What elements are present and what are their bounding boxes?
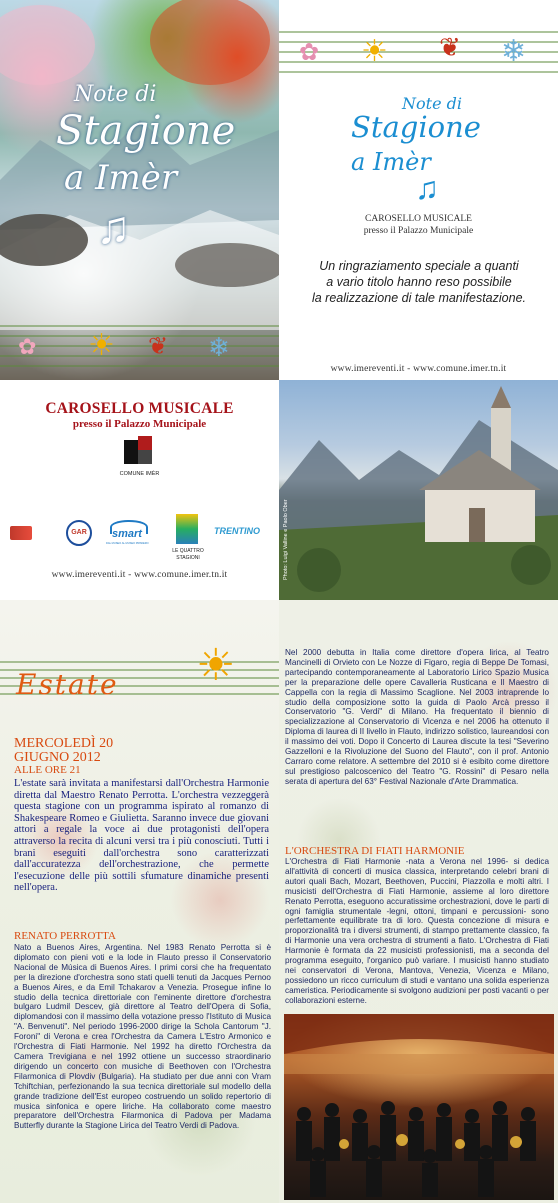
sponsor-logo-trentino: TRENTINO [214, 526, 260, 536]
back-cover-panel [279, 0, 558, 380]
sponsor-logo-quattro-stagioni [168, 514, 208, 560]
comune-crest [124, 436, 154, 466]
music-staff [0, 318, 279, 378]
sponsor-logo-red [10, 526, 32, 540]
thanks-message [289, 258, 549, 306]
perrotta-bio: Nato a Buenos Aires, Argentina. Nel 1983 Renato Perrotta si è diplomato con pieni voti e la lode in Flauto presso il Conservatorio Nacional de Música di Buenos Aires. I primi corsi che ha frequentato per la direzione d'orchestra sono stati quelli tenuti da Jacques Pernoo a Buenos Aires, e da Emil Tchakarov a Venezia. Prosegue infine lo studio della tecnica direttoriale con l'eminente direttore d'orchestra bulgaro Ludmil Descev, già direttore al Teatro dell'Opera di Sofia, diplomandosi con il massimo della votazione presso l'Istituto di Musica "A. Benvenuti". Nel periodo 1996-2000 dirige la Schola Cantorum "J. Foroni" di Verona e crea l'Orchestra da Camera L'Estro Armonico e l'Orchestra di Fiati Harmonie. Nel 1992 ha diretto l'Orchestra da Camera Trevigiana e nel 1992 ottiene un successo straordinario dirigendo un concerto con musiche di Beethoven con l'Orchestra Filarmonica di Plovdiv (Bulgaria). Ha studiato per due anni con Vram Tchiftchian, perfezionando la sua tecnica direttoriale sul modello della grande tradizione dell'Est europeo costruendo un solido repertorio di musica sinfonica e opere liriche. Ha collaborato come maestro preparatore dell'Orchestra Filarmonica di Padova per Madama Butterfly durante la Stagione Lirica del Teatro Verdi di Padova. [14, 943, 271, 1131]
thanks-line: la realizzazione di tale manifestazione. [311, 291, 526, 305]
date-line2: GIUGNO 2012 [14, 750, 101, 765]
church-photo [279, 380, 558, 600]
autumn-leaf-icon: ❦ [439, 32, 461, 62]
event-intro: L'estate sarà invitata a manifestarsi dall'Orchestra Harmonie diretta dal Maestro Renato Perrotta. L'orchestra vezzeggerà questa stagione con un programma ispirato al romanzo di Shakespeare Romeo e Giulietta. Saranno invece due giovani attori a regale la voce ai due protagonisti dell'opera attraverso la recita di alcuni versi tra i più conosciuti. Tutti i brani eseguiti dall'orchestra sono caratterizzati dall'accuratezza dell'orchestrazione, che permette l'esecuzione delle più sottili sfumature dinamiche presenti nell'opera. [14, 778, 269, 894]
inner-left-panel [0, 600, 279, 1203]
quattro-line1: LE QUATTRO [172, 548, 204, 554]
cover-panel [0, 0, 279, 380]
orchestra-heading: L'ORCHESTRA DI FIATI HARMONIE [285, 845, 465, 857]
carosello-title: CAROSELLO MUSICALE [45, 400, 234, 417]
sponsor-logo-gar: GAR [66, 520, 92, 546]
orchestra-description: L'Orchestra di Fiati Harmonie -nata a Verona nel 1996- si dedica all'attività di concerti di musica classica, interpretando celebri brani di autori quali Bach, Mozart, Beethoven, Puccini, Piazzolla e molti altri. I musicisti dell'Orchestra di Fiati Harmonie, assieme al loro direttore Renato Perrotta, eseguono accuratissime orchestrazioni, dove le parti di ogni famiglia strumentale -legni, ottoni, timpani e percussioni- sono perfettamente equilibrate tra di loro. Questa concezione di misura e proporzionalità tra i diversi strumenti, di stampo prettamente classico, fa di Harmonie una vera orchestra di strumenti a fiato. L'Orchestra di Fiati Harmonie è formata da 22 musicisti professionisti, ma a seconda del programma eseguito, l'organico può variare. I musicisti hanno studiato nei conservatori di Verona, Mantova, Venezia, Vicenza e Milano, possiedono un ricco curriculum di studi e vantano una solida esperienza cameristica. Periodicamente si svolgono audizioni per posti vacanti o per collaborazioni esterne. [285, 857, 549, 1005]
palazzo-subtitle: presso il Palazzo Municipale [72, 418, 207, 430]
date-line3: ALLE ORE 21 [14, 764, 81, 776]
date-line1: MERCOLEDÌ 20 [14, 736, 114, 751]
sun-icon: ☀ [88, 329, 115, 362]
orchestra-photo [284, 1014, 554, 1200]
snowflake-icon: ❄ [501, 35, 527, 68]
back-url: www.imereventi.it - www.comune.imer.tn.it [330, 364, 507, 374]
cover-title-line1: Note di [74, 82, 157, 107]
season-title: Estate [16, 668, 119, 701]
back-title-line2: Stagione [351, 110, 481, 144]
back-subtitle-line1: CAROSELLO MUSICALE [365, 214, 472, 224]
orchestra-scene [284, 1014, 554, 1200]
photo-credit: Photo: Luigi Valline e Paolo Ober [283, 499, 289, 580]
autumn-leaf-icon: ❦ [148, 333, 169, 360]
church-landscape [279, 380, 558, 600]
sponsor-logo-smart [106, 518, 150, 548]
smart-label: smart [112, 528, 142, 540]
sun-icon: ☀ [196, 641, 236, 690]
cover-title-line3: a Imèr [64, 158, 178, 198]
snowflake-icon: ❄ [208, 332, 230, 362]
credits-panel [0, 380, 279, 600]
thanks-line: Un ringraziamento speciale a quanti [319, 259, 519, 273]
perrotta-heading: RENATO PERROTTA [14, 930, 116, 942]
back-title-line3: a Imèr [351, 148, 431, 176]
cover-title-line2: Stagione [56, 108, 236, 154]
back-title-line1: Note di [402, 94, 462, 113]
smart-sublabel: DAL MUSEO AL MUSEO PRIMIERO [106, 542, 149, 545]
thanks-line: a vario titolo hanno reso possibile [326, 275, 512, 289]
music-note-icon: ♫ [96, 201, 131, 253]
flower-icon: ✿ [18, 334, 37, 359]
back-subtitle-line2: presso il Palazzo Municipale [363, 226, 474, 236]
credits-url: www.imereventi.it - www.comune.imer.tn.it [51, 570, 228, 580]
sun-icon: ☀ [361, 35, 388, 68]
quattro-line2: STAGIONI [176, 555, 200, 561]
music-note-icon: ♫ [415, 170, 439, 206]
comune-label: COMUNE IMÈR [119, 471, 160, 477]
perrotta-bio-continued: Nel 2000 debutta in Italia come direttore d'opera lirica, al Teatro Mancinelli di Orvieto con Le Nozze di Figaro, regia di Beppe De Tomasi, partecipando contemporaneamente al Laboratorio Lirico Spazio Musica per la preparazione delle opere Cavalleria Rusticana e Il Maestro di Cappella con la regia di Massimo Scaglione. Nel 2003 intraprende lo studio della composizione sotto la guida di Paolo Arcà presso il Conservatorio "G. Verdi" di Milano. Ha frequentato il biennio di specializzazione al Conservatorio di Vicenza e nel 2006 ha ottenuto il Diploma di laurea di II livello in Flauto, indirizzo solistico, laureandosi con il massimo dei voti. Dopo il Concerto di Laurea discute la tesi "Severino Gazzelloni e la Rivoluzione del Suono del Flauto", con il prof. Antonio Carraro come relatore. A settembre del 2010 si è esibito come direttore sul prestigioso palcoscenico del Teatro "G. Rossini" di Pesaro nella serata di apertura del 63° Festival Nazionale d'Arte Drammatica. [285, 648, 549, 786]
flower-icon: ✿ [299, 39, 320, 66]
